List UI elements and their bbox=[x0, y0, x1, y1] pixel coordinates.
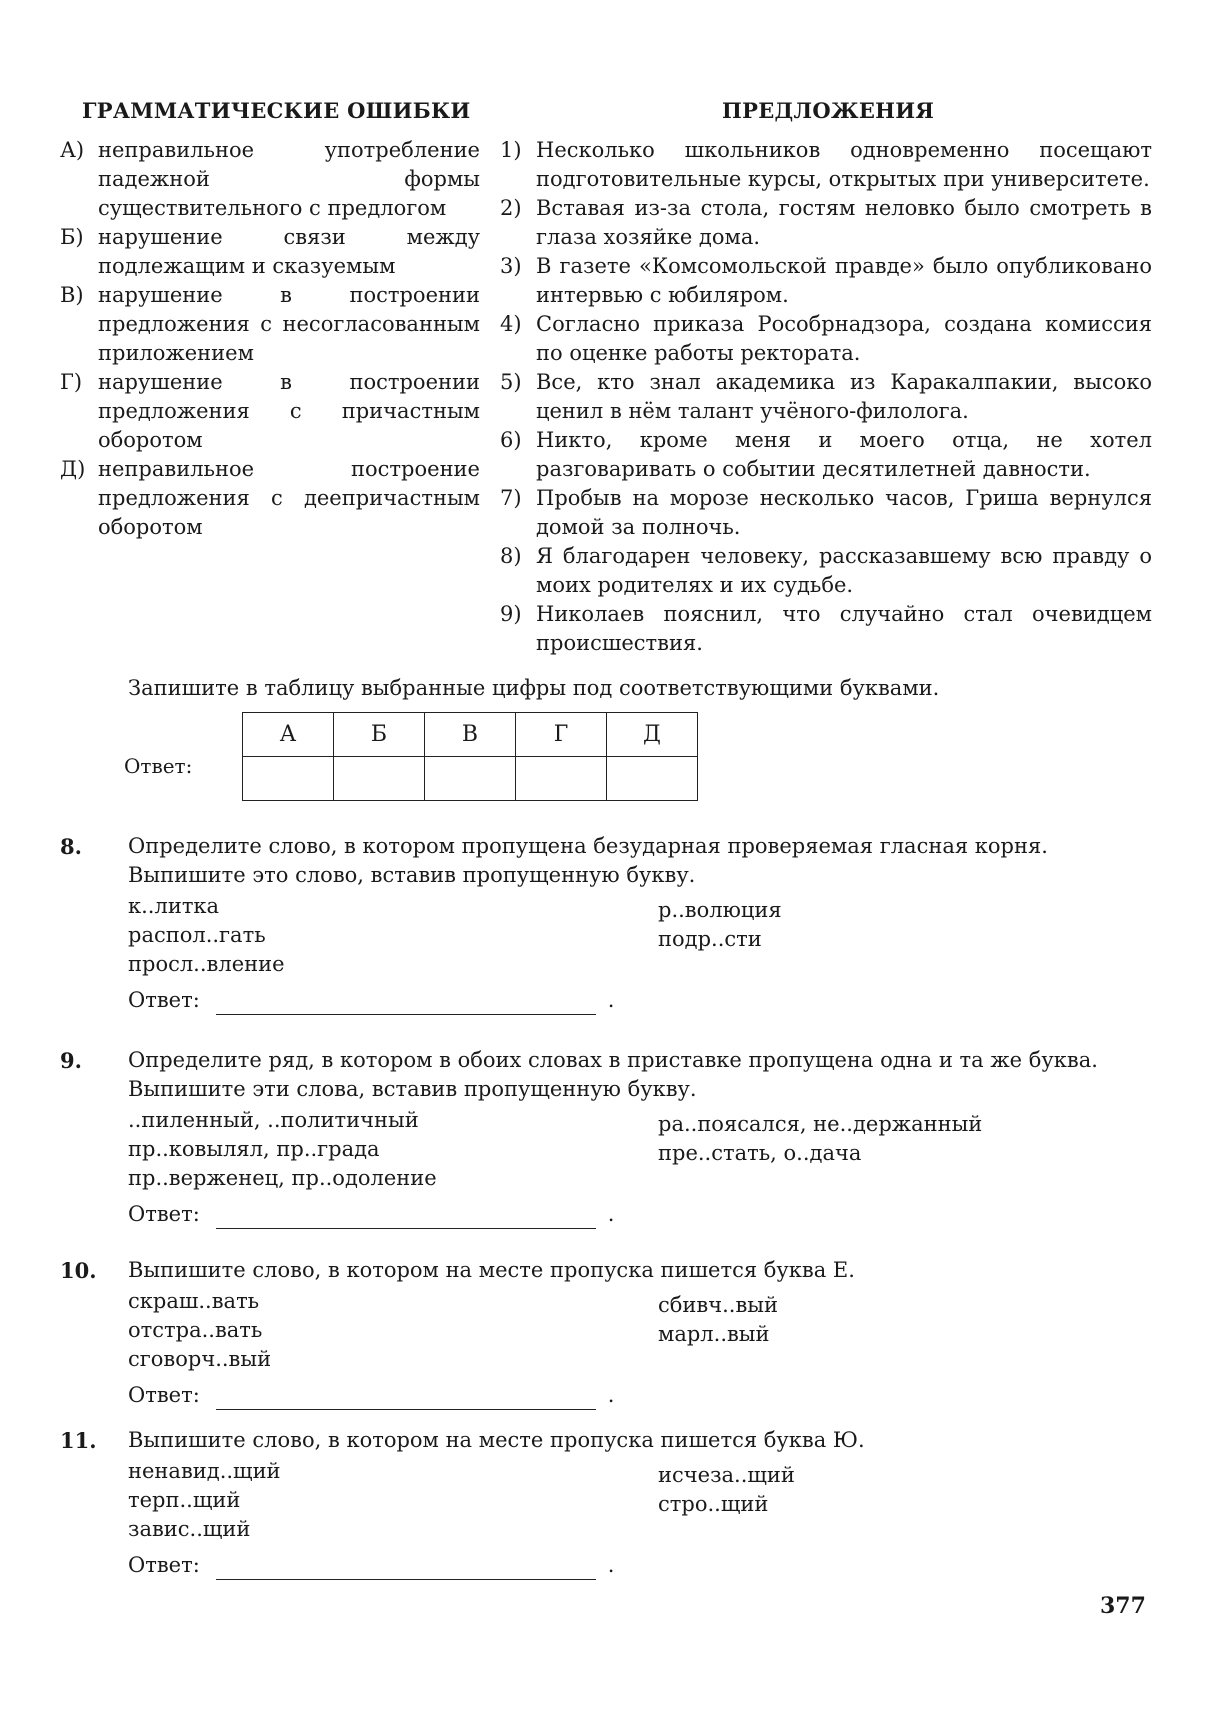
sentence-mark: 8) bbox=[500, 544, 522, 568]
errors-heading: ГРАММАТИЧЕСКИЕ ОШИБКИ bbox=[82, 98, 471, 123]
option-word: р..волюция bbox=[658, 898, 782, 922]
table-header-a: А bbox=[243, 713, 334, 757]
option-word: пр..верженец, пр..одоление bbox=[128, 1166, 437, 1190]
answer-input[interactable] bbox=[216, 1205, 596, 1229]
task-options bbox=[128, 892, 1160, 982]
answer-label: Ответ: bbox=[128, 988, 200, 1012]
task-number: 10. bbox=[60, 1258, 97, 1283]
option-word: пре..стать, о..дача bbox=[658, 1141, 862, 1165]
answer-dot: . bbox=[607, 988, 615, 1012]
answer-cell[interactable] bbox=[516, 757, 607, 801]
error-item bbox=[60, 223, 480, 281]
task-question: Определите ряд, в котором в обоих словах в приставке пропущена одна и та же буква. Выпишите эти слова, вставив пропущенную букву. bbox=[128, 1048, 1098, 1101]
option-word: ра..поясался, не..держанный bbox=[658, 1112, 983, 1136]
answer-cell[interactable] bbox=[607, 757, 698, 801]
answer-dot: . bbox=[607, 1202, 615, 1226]
sentence-text: Пробыв на морозе несколько часов, Гриша вернулся домой за полночь. bbox=[536, 486, 1152, 539]
sentence-mark: 3) bbox=[500, 254, 522, 278]
option-word: ..пиленный, ..политичный bbox=[128, 1108, 419, 1132]
answer-line bbox=[128, 1200, 1160, 1229]
option-word: завис..щий bbox=[128, 1517, 251, 1541]
answer-cell[interactable] bbox=[425, 757, 516, 801]
sentence-mark: 7) bbox=[500, 486, 522, 510]
answer-label: Ответ: bbox=[128, 1202, 200, 1226]
answer-dot: . bbox=[607, 1383, 615, 1407]
answer-line bbox=[128, 986, 1160, 1015]
sentences-heading: ПРЕДЛОЖЕНИЯ bbox=[722, 98, 935, 123]
answer-table bbox=[242, 712, 698, 801]
sentence-item bbox=[500, 194, 1152, 252]
sentence-mark: 9) bbox=[500, 602, 522, 626]
answer-cell[interactable] bbox=[243, 757, 334, 801]
table-header-d: Д bbox=[607, 713, 698, 757]
answer-cell[interactable] bbox=[334, 757, 425, 801]
option-word: терп..щий bbox=[128, 1488, 241, 1512]
table-header-v: В bbox=[425, 713, 516, 757]
task-number: 11. bbox=[60, 1428, 97, 1453]
answer-input[interactable] bbox=[216, 1386, 596, 1410]
option-word: марл..вый bbox=[658, 1322, 770, 1346]
option-word: стро..щий bbox=[658, 1492, 769, 1516]
error-mark: Г) bbox=[60, 370, 83, 394]
error-item bbox=[60, 368, 480, 455]
answer-input[interactable] bbox=[216, 991, 596, 1015]
sentence-text: Согласно приказа Рособрнадзора, создана комиссия по оценке работы ректората. bbox=[536, 312, 1152, 365]
sentence-item bbox=[500, 600, 1152, 658]
task-9 bbox=[60, 1046, 1160, 1229]
answer-input[interactable] bbox=[216, 1556, 596, 1580]
sentence-mark: 4) bbox=[500, 312, 522, 336]
option-word: подр..сти bbox=[658, 927, 762, 951]
sentence-item bbox=[500, 310, 1152, 368]
answer-line bbox=[128, 1551, 1160, 1580]
error-mark: Б) bbox=[60, 225, 84, 249]
page-number: 377 bbox=[1100, 1593, 1146, 1619]
answer-label: Ответ: bbox=[124, 754, 193, 778]
option-word: распол..гать bbox=[128, 923, 266, 947]
task-8 bbox=[60, 832, 1160, 1015]
error-text: нарушение в построении предложения с несогласованным приложением bbox=[98, 283, 480, 365]
sentences-list bbox=[500, 136, 1152, 658]
option-word: пр..ковылял, пр..града bbox=[128, 1137, 380, 1161]
sentence-item bbox=[500, 252, 1152, 310]
table-header-b: Б bbox=[334, 713, 425, 757]
sentence-item bbox=[500, 484, 1152, 542]
answer-line bbox=[128, 1381, 1160, 1410]
task-question: Определите слово, в котором пропущена безударная проверяемая гласная корня. Выпишите это слово, вставив пропущенную букву. bbox=[128, 834, 1048, 887]
option-word: к..литка bbox=[128, 894, 220, 918]
sentence-text: В газете «Комсомольской правде» было опубликовано интервью с юбиляром. bbox=[536, 254, 1152, 307]
answer-label: Ответ: bbox=[128, 1553, 200, 1577]
table-instruction: Запишите в таблицу выбранные цифры под соответствующими буквами. bbox=[128, 676, 940, 700]
task-10 bbox=[60, 1256, 1160, 1410]
error-text: неправильное построение предложения с деепричастным оборотом bbox=[98, 457, 480, 539]
error-mark: В) bbox=[60, 283, 84, 307]
sentence-text: Несколько школьников одновременно посещают подготовительные курсы, открытых при университете. bbox=[536, 138, 1152, 191]
sentence-text: Все, кто знал академика из Каракалпакии, высоко ценил в нём талант учёного-филолога. bbox=[536, 370, 1152, 423]
option-word: скраш..вать bbox=[128, 1289, 260, 1313]
sentence-mark: 1) bbox=[500, 138, 522, 162]
error-mark: А) bbox=[60, 138, 85, 162]
error-item bbox=[60, 455, 480, 542]
answer-table-row[interactable] bbox=[243, 757, 698, 801]
sentence-item bbox=[500, 542, 1152, 600]
table-header-g: Г bbox=[516, 713, 607, 757]
option-word: исчеза..щий bbox=[658, 1463, 795, 1487]
sentence-text: Николаев пояснил, что случайно стал очевидцем происшествия. bbox=[536, 602, 1152, 655]
task-options bbox=[128, 1457, 1160, 1547]
task-number: 9. bbox=[60, 1048, 82, 1073]
option-word: просл..вление bbox=[128, 952, 285, 976]
task-options bbox=[128, 1287, 1160, 1377]
sentence-mark: 2) bbox=[500, 196, 522, 220]
option-word: сговорч..вый bbox=[128, 1347, 272, 1371]
answer-label: Ответ: bbox=[128, 1383, 200, 1407]
error-text: неправильное употребление падежной формы существительного с предлогом bbox=[98, 138, 480, 220]
sentence-text: Вставая из-за стола, гостям неловко было смотреть в глаза хозяйке дома. bbox=[536, 196, 1152, 249]
error-text: нарушение в построении предложения с причастным оборотом bbox=[98, 370, 480, 452]
error-item bbox=[60, 136, 480, 223]
error-mark: Д) bbox=[60, 457, 86, 481]
answer-dot: . bbox=[607, 1553, 615, 1577]
sentence-text: Я благодарен человеку, рассказавшему всю правду о моих родителях и их судьбе. bbox=[536, 544, 1152, 597]
task-options bbox=[128, 1106, 1160, 1196]
error-item bbox=[60, 281, 480, 368]
sentence-item bbox=[500, 368, 1152, 426]
task-question: Выпишите слово, в котором на месте пропуска пишется буква Ю. bbox=[128, 1428, 865, 1452]
option-word: отстра..вать bbox=[128, 1318, 263, 1342]
task-number: 8. bbox=[60, 834, 82, 859]
task-11 bbox=[60, 1426, 1160, 1580]
task-question: Выпишите слово, в котором на месте пропуска пишется буква Е. bbox=[128, 1258, 855, 1282]
sentence-text: Никто, кроме меня и моего отца, не хотел разговаривать о событии десятилетней давности. bbox=[536, 428, 1152, 481]
errors-list bbox=[60, 136, 480, 542]
answer-table-header bbox=[243, 713, 698, 757]
sentence-mark: 5) bbox=[500, 370, 522, 394]
option-word: сбивч..вый bbox=[658, 1293, 778, 1317]
sentence-mark: 6) bbox=[500, 428, 522, 452]
sentence-item bbox=[500, 426, 1152, 484]
error-text: нарушение связи между подлежащим и сказуемым bbox=[98, 225, 480, 278]
option-word: ненавид..щий bbox=[128, 1459, 281, 1483]
sentence-item bbox=[500, 136, 1152, 194]
